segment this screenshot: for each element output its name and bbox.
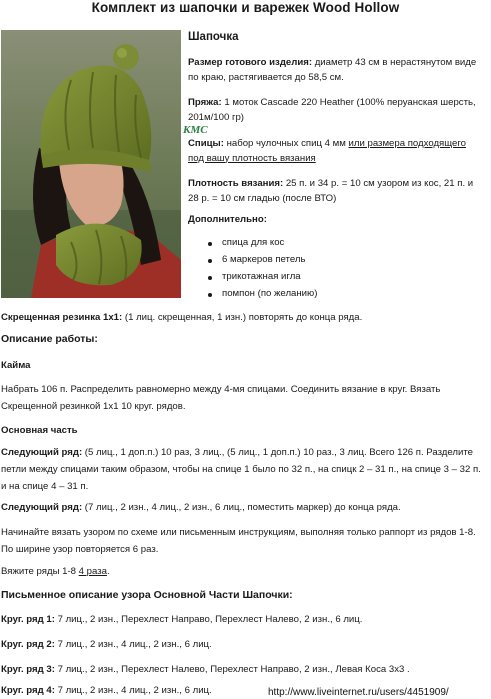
extras-list xyxy=(222,237,482,305)
round-row-4 xyxy=(1,682,266,699)
needles-link-2[interactable]: под вашу плотность вязания xyxy=(188,152,316,164)
list-item: 6 маркеров петель xyxy=(222,254,482,271)
needles-link-1[interactable]: или размера подходящего xyxy=(348,138,466,149)
edge-text-2: Скрещенной резинкой 1х1 10 круг. рядов. xyxy=(1,401,186,412)
round-row-2 xyxy=(1,636,489,653)
round-row-label: Круг. ряд 4: xyxy=(1,685,55,696)
gauge-text-1: 25 п. и 34 р. = 10 см узором из кос, 21 п. и xyxy=(283,178,474,189)
page-title: Комплект из шапочки и варежек Wood Hollow xyxy=(91,0,400,15)
size-paragraph xyxy=(188,56,488,85)
size-label: Размер готового изделия: xyxy=(188,57,313,68)
round-row-text: 7 лиц., 2 изн., Перехлест Направо, Перехлест Налево, 2 изн., 6 лиц. xyxy=(54,614,363,625)
yarn-label: Пряжа: xyxy=(188,97,222,108)
round-row-1 xyxy=(1,611,489,628)
yarn-text-1: 1 моток Cascade 220 Heather (100% перуанская шерсть, xyxy=(221,97,476,108)
edge-heading: Кайма xyxy=(1,360,31,371)
list-item: спица для кос xyxy=(222,237,482,254)
begin-paragraph xyxy=(1,524,489,558)
needles-label: Спицы: xyxy=(188,138,224,149)
next-row-1-paragraph xyxy=(1,444,489,495)
begin-text-1: Начинайте вязать узором по схеме или письменным инструкциям, выполняя только раппорт из рядов 1-8. xyxy=(1,527,476,538)
round-row-text: 7 лиц., 2 изн., 4 лиц., 2 изн., 6 лиц. xyxy=(54,685,212,696)
needles-text: набор чулочных спиц 4 мм xyxy=(223,138,349,149)
gauge-text-2: 28 р. = 10 см гладью (после ВТО) xyxy=(188,192,337,204)
desc-heading: Описание работы: xyxy=(1,333,98,345)
next-row-2-paragraph xyxy=(1,499,489,516)
section-heading-hat: Шапочка xyxy=(188,31,239,43)
knit-rows-text: Вяжите ряды 1-8 xyxy=(1,566,79,577)
knit-rows-link[interactable]: 4 раза xyxy=(78,566,107,577)
next-row-2-text: (7 лиц., 2 изн., 4 лиц., 2 изн., 6 лиц., поместить маркер) до конца ряда. xyxy=(82,502,401,513)
next-row-1-label: Следующий ряд: xyxy=(1,447,83,458)
source-watermark: http://www.liveinternet.ru/users/4451909/ xyxy=(268,687,449,698)
list-item: трикотажная игла xyxy=(222,271,482,288)
round-row-label: Круг. ряд 2: xyxy=(1,639,55,650)
next-row-1-text-2: петли между спицами таким образом, чтобы на спице 1 было по 32 п., на спицк 2 – 31 п., на спице 3 – 32 п. xyxy=(1,464,481,475)
rib-text: (1 лиц. скрещенная, 1 изн.) повторять до конца ряда. xyxy=(122,312,363,323)
gauge-label: Плотность вязания: xyxy=(188,178,284,189)
round-row-3 xyxy=(1,661,489,678)
extra-label: Дополнительно: xyxy=(188,214,267,225)
round-row-text: 7 лиц., 2 изн., 4 лиц., 2 изн., 6 лиц. xyxy=(54,639,212,650)
knit-rows-paragraph xyxy=(1,563,489,580)
round-row-text: 7 лиц., 2 изн., Перехлест Налево, Перехлест Направо, 2 изн., Левая Коса 3х3 . xyxy=(54,664,410,675)
written-heading: Письменное описание узора Основной Части Шапочки: xyxy=(1,589,293,601)
size-text-2: по краю, растягивается до 58,5 см. xyxy=(188,71,344,83)
next-row-1-text-3: и на спице 4 – 31 п. xyxy=(1,481,89,492)
rib-paragraph xyxy=(1,309,489,326)
main-heading: Основная часть xyxy=(1,425,78,436)
kmc-logo: КМС xyxy=(183,124,208,136)
next-row-2-label: Следующий ряд: xyxy=(1,502,83,513)
rib-label: Скрещенная резинка 1х1: xyxy=(1,312,123,323)
knit-rows-end: . xyxy=(106,566,110,577)
yarn-text-2: 201м/100 гр) xyxy=(188,111,244,123)
round-row-label: Круг. ряд 1: xyxy=(1,614,55,625)
gauge-paragraph xyxy=(188,177,488,206)
list-item: помпон (по желанию) xyxy=(222,288,482,305)
begin-text-2: По ширине узор повторяется 6 раз. xyxy=(1,544,159,555)
photo-illustration xyxy=(1,30,181,298)
size-text-1: диаметр 43 см в нерастянутом виде xyxy=(312,57,477,68)
round-row-label: Круг. ряд 3: xyxy=(1,664,55,675)
yarn-paragraph xyxy=(188,96,488,125)
hat-photo xyxy=(1,30,181,298)
edge-paragraph xyxy=(1,381,489,415)
edge-text-1: Набрать 106 п. Распределить равномерно между 4-мя спицами. Соединить вязание в круг. Вязать xyxy=(1,384,441,395)
needles-paragraph xyxy=(188,137,488,166)
next-row-1-text-1: (5 лиц., 1 доп.п.) 10 раз, 3 лиц., (5 лиц., 1 доп.п.) 10 раз., 3 лиц. Всего 126 п. Разделите xyxy=(82,447,473,458)
